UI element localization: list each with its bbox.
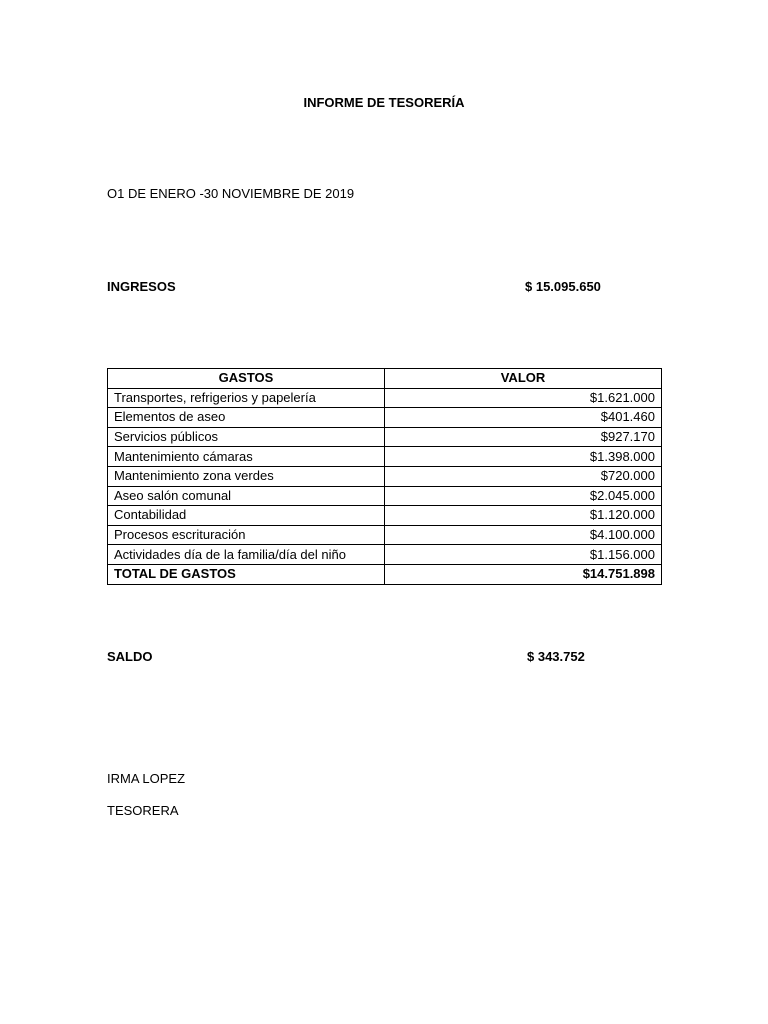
table-row [108,525,662,545]
table-total-row [108,564,662,584]
expense-value: $2.045.000 [385,486,662,506]
balance-value: $ 343.752 [527,649,585,664]
expense-value: $1.120.000 [385,506,662,526]
expense-concept: Procesos escrituración [108,525,385,545]
table-row [108,408,662,428]
expense-concept: Mantenimiento cámaras [108,447,385,467]
expense-value: $720.000 [385,466,662,486]
table-row [108,427,662,447]
table-row [108,506,662,526]
table-row [108,486,662,506]
expense-value: $401.460 [385,408,662,428]
expense-value: $1.156.000 [385,545,662,565]
page-title: INFORME DE TESORERÍA [303,95,465,110]
expense-value: $1.621.000 [385,388,662,408]
expense-concept: Servicios públicos [108,427,385,447]
expense-concept: Contabilidad [108,506,385,526]
total-value: $14.751.898 [385,564,662,584]
table-row [108,447,662,467]
expense-value: $927.170 [385,427,662,447]
column-header-concept: GASTOS [108,369,385,389]
table-header-row [108,369,662,389]
expense-concept: Transportes, refrigerios y papelería [108,388,385,408]
table-row [108,388,662,408]
expense-concept: Aseo salón comunal [108,486,385,506]
balance-label: SALDO [107,649,153,664]
table-row [108,545,662,565]
income-label: INGRESOS [107,279,176,294]
expense-value: $4.100.000 [385,525,662,545]
signer-name: IRMA LOPEZ [107,771,186,786]
report-period: O1 DE ENERO -30 NOVIEMBRE DE 2019 [107,186,355,201]
expenses-table [107,368,662,585]
income-value: $ 15.095.650 [525,279,601,294]
table-row [108,466,662,486]
expense-concept: Mantenimiento zona verdes [108,466,385,486]
expense-value: $1.398.000 [385,447,662,467]
total-label: TOTAL DE GASTOS [108,564,385,584]
column-header-value: VALOR [385,369,662,389]
expense-concept: Elementos de aseo [108,408,385,428]
expense-concept: Actividades día de la familia/día del niño [108,545,385,565]
signer-role: TESORERA [107,803,179,818]
